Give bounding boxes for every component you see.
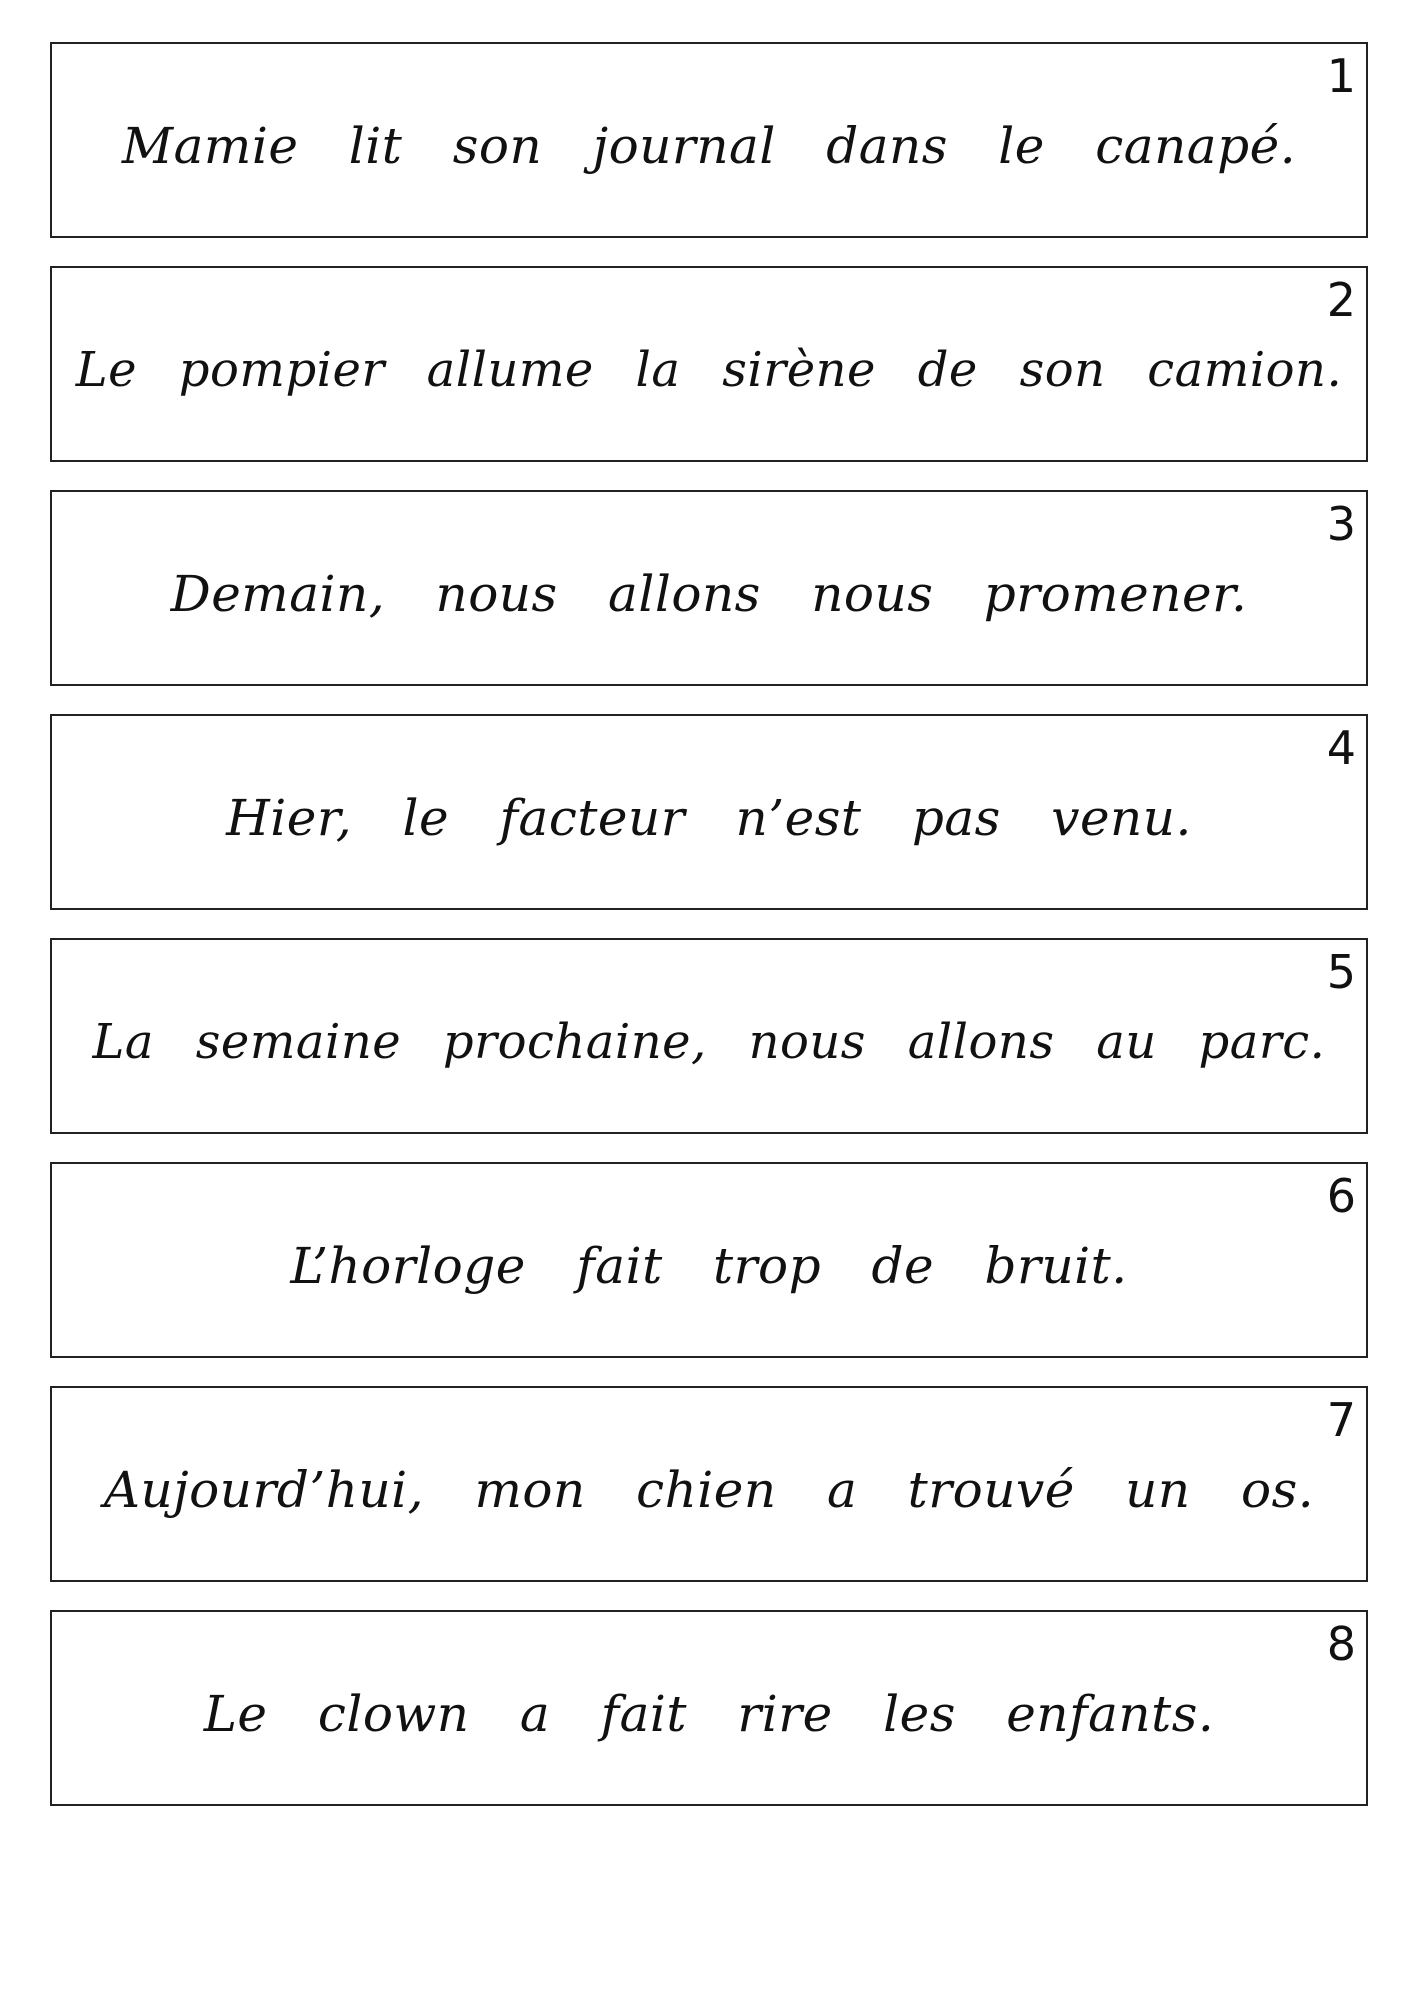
- sentence-text: Le pompier allume la sirène de son camion.: [75, 342, 1343, 398]
- sentence-text: Demain, nous allons nous promener.: [170, 565, 1248, 623]
- strip-number: 5: [1326, 945, 1356, 999]
- sentence-strip-2: [50, 266, 1368, 462]
- strip-number: 3: [1326, 497, 1356, 551]
- strip-number: 6: [1326, 1169, 1356, 1223]
- strip-number: 4: [1326, 721, 1356, 775]
- strip-number: 2: [1326, 273, 1356, 327]
- sentence-strip-3: [50, 490, 1368, 686]
- strip-number: 1: [1326, 49, 1356, 103]
- sentence-strip-6: [50, 1162, 1368, 1358]
- sentence-strip-8: [50, 1610, 1368, 1806]
- sentence-text: Hier, le facteur n’est pas venu.: [226, 789, 1192, 847]
- sentence-strip-4: [50, 714, 1368, 910]
- sentence-text: L’horloge fait trop de bruit.: [290, 1237, 1128, 1295]
- sentence-text: Mamie lit son journal dans le canapé.: [121, 117, 1297, 175]
- sentence-strip-1: [50, 42, 1368, 238]
- sentence-strip-5: [50, 938, 1368, 1134]
- sentence-text: Le clown a fait rire les enfants.: [203, 1685, 1215, 1743]
- sentence-strip-7: [50, 1386, 1368, 1582]
- sentence-text: Aujourd’hui, mon chien a trouvé un os.: [103, 1461, 1315, 1519]
- sentence-text: La semaine prochaine, nous allons au parc.: [92, 1014, 1326, 1070]
- strip-number: 7: [1326, 1393, 1356, 1447]
- strip-number: 8: [1326, 1617, 1356, 1671]
